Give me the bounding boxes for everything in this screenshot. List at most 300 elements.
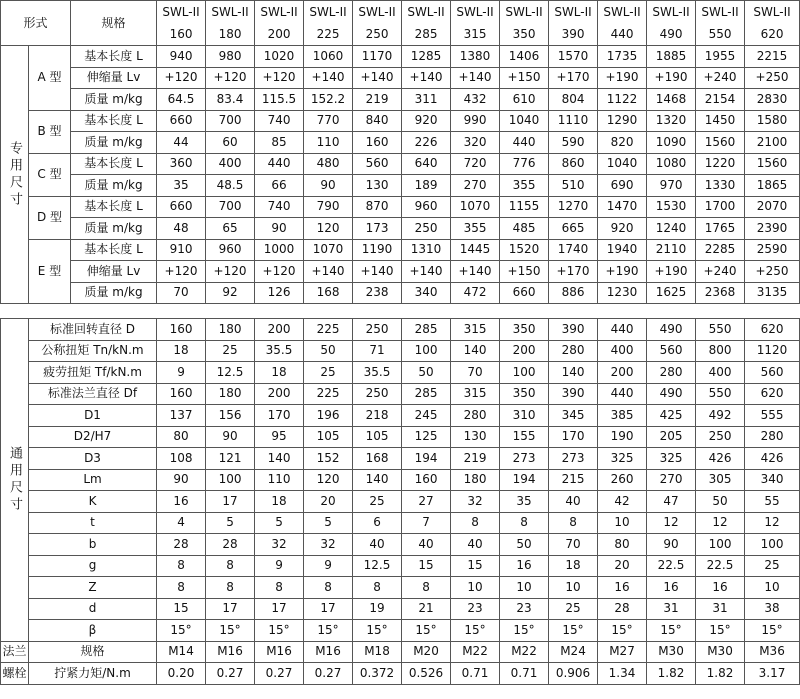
value-cell: 15° — [451, 620, 500, 642]
value-cell: M14 — [157, 641, 206, 663]
value-cell: 25 — [745, 555, 800, 577]
value-cell: 10 — [745, 577, 800, 599]
value-cell: 8 — [500, 512, 549, 534]
value-cell: 1940 — [598, 239, 647, 261]
value-cell: 400 — [696, 362, 745, 384]
value-cell: 250 — [353, 319, 402, 341]
table-row — [1, 512, 800, 534]
value-cell: 690 — [598, 175, 647, 197]
value-cell: 510 — [549, 175, 598, 197]
value-cell: 50 — [304, 340, 353, 362]
value-cell: 1560 — [696, 132, 745, 154]
section-label-general: 通用尺寸 — [1, 319, 29, 642]
column-size: 200 — [267, 27, 291, 41]
bolt-label-bottom: 螺栓 — [1, 663, 29, 685]
value-cell: 1060 — [304, 46, 353, 68]
value-cell: 350 — [500, 383, 549, 405]
value-cell: 80 — [157, 426, 206, 448]
value-cell: 23 — [451, 598, 500, 620]
value-cell: 776 — [500, 153, 549, 175]
value-cell: 285 — [402, 319, 451, 341]
table-row — [1, 405, 800, 427]
column-header — [598, 1, 647, 46]
value-cell: 886 — [549, 282, 598, 304]
column-model: SWL-II — [554, 5, 592, 19]
value-cell: 305 — [696, 469, 745, 491]
value-cell: +120 — [206, 261, 255, 283]
table-row — [1, 469, 800, 491]
value-cell: 15 — [157, 598, 206, 620]
row-label: g — [29, 555, 157, 577]
value-cell: 8 — [402, 577, 451, 599]
value-cell: M16 — [206, 641, 255, 663]
value-cell: 35 — [157, 175, 206, 197]
row-label: D2/H7 — [29, 426, 157, 448]
value-cell: 22.5 — [647, 555, 696, 577]
value-cell: 10 — [598, 512, 647, 534]
value-cell: 215 — [549, 469, 598, 491]
value-cell: 15° — [353, 620, 402, 642]
value-cell: 121 — [206, 448, 255, 470]
table-row — [1, 598, 800, 620]
value-cell: 2830 — [745, 89, 800, 111]
value-cell: 1285 — [402, 46, 451, 68]
value-cell: 1865 — [745, 175, 800, 197]
value-cell: 311 — [402, 89, 451, 111]
column-header — [402, 1, 451, 46]
value-cell: 360 — [157, 153, 206, 175]
type-label: C 型 — [29, 153, 71, 196]
value-cell: 245 — [402, 405, 451, 427]
value-cell: 17 — [304, 598, 353, 620]
value-cell: 40 — [353, 534, 402, 556]
column-model: SWL-II — [162, 5, 200, 19]
column-model: SWL-II — [701, 5, 739, 19]
value-cell: 64.5 — [157, 89, 206, 111]
column-size: 350 — [512, 27, 536, 41]
row-label: 伸缩量 Lv — [71, 261, 157, 283]
column-header — [500, 1, 549, 46]
value-cell: 310 — [500, 405, 549, 427]
column-model: SWL-II — [753, 5, 791, 19]
value-cell: 31 — [696, 598, 745, 620]
column-size: 490 — [659, 27, 683, 41]
value-cell: 1122 — [598, 89, 647, 111]
row-label: β — [29, 620, 157, 642]
column-size: 250 — [365, 27, 389, 41]
value-cell: 350 — [500, 319, 549, 341]
value-cell: 160 — [157, 319, 206, 341]
value-cell: 35.5 — [353, 362, 402, 384]
table-row — [1, 534, 800, 556]
column-model: SWL-II — [456, 5, 494, 19]
value-cell: 285 — [402, 383, 451, 405]
value-cell: 200 — [598, 362, 647, 384]
value-cell: 200 — [255, 383, 304, 405]
value-cell: 28 — [598, 598, 647, 620]
row-label: t — [29, 512, 157, 534]
value-cell: 1625 — [647, 282, 696, 304]
column-size: 160 — [169, 27, 193, 41]
spec-header: 规格 — [71, 1, 157, 46]
value-cell: 8 — [157, 577, 206, 599]
column-size: 225 — [316, 27, 340, 41]
value-cell: 12 — [745, 512, 800, 534]
value-cell: +250 — [745, 261, 800, 283]
row-label: 基本长度 L — [71, 196, 157, 218]
value-cell: +120 — [255, 261, 304, 283]
row-label: 基本长度 L — [71, 46, 157, 68]
value-cell: 940 — [157, 46, 206, 68]
value-cell: 1468 — [647, 89, 696, 111]
value-cell: 219 — [451, 448, 500, 470]
value-cell: M36 — [745, 641, 800, 663]
value-cell: 426 — [745, 448, 800, 470]
value-cell: 8 — [206, 577, 255, 599]
value-cell: 190 — [598, 426, 647, 448]
value-cell: 1240 — [647, 218, 696, 240]
value-cell: 790 — [304, 196, 353, 218]
value-cell: 137 — [157, 405, 206, 427]
value-cell: 860 — [549, 153, 598, 175]
value-cell: 0.71 — [500, 663, 549, 685]
value-cell: +120 — [255, 67, 304, 89]
value-cell: 18 — [549, 555, 598, 577]
value-cell: 238 — [353, 282, 402, 304]
value-cell: 2285 — [696, 239, 745, 261]
value-cell: 15° — [255, 620, 304, 642]
value-cell: 1570 — [549, 46, 598, 68]
value-cell: 8 — [549, 512, 598, 534]
value-cell: 480 — [304, 153, 353, 175]
value-cell: 10 — [500, 577, 549, 599]
value-cell: 610 — [500, 89, 549, 111]
value-cell: 1885 — [647, 46, 696, 68]
value-cell: 108 — [157, 448, 206, 470]
value-cell: 48.5 — [206, 175, 255, 197]
value-cell: +120 — [206, 67, 255, 89]
value-cell: 10 — [451, 577, 500, 599]
value-cell: 120 — [304, 218, 353, 240]
row-label: b — [29, 534, 157, 556]
value-cell: 0.20 — [157, 663, 206, 685]
value-cell: 17 — [206, 598, 255, 620]
value-cell: 40 — [402, 534, 451, 556]
value-cell: 660 — [157, 196, 206, 218]
value-cell: 25 — [304, 362, 353, 384]
value-cell: 70 — [549, 534, 598, 556]
value-cell: 25 — [206, 340, 255, 362]
column-size: 390 — [561, 27, 585, 41]
value-cell: 28 — [206, 534, 255, 556]
value-cell: 820 — [598, 132, 647, 154]
column-model: SWL-II — [260, 5, 298, 19]
row-label: 基本长度 L — [71, 110, 157, 132]
value-cell: 1040 — [500, 110, 549, 132]
value-cell: 960 — [206, 239, 255, 261]
row-label: 疲劳扭矩 Tf/kN.m — [29, 362, 157, 384]
value-cell: 225 — [304, 319, 353, 341]
value-cell: 1120 — [745, 340, 800, 362]
value-cell: 2390 — [745, 218, 800, 240]
value-cell: 490 — [647, 319, 696, 341]
column-model: SWL-II — [652, 5, 690, 19]
value-cell: 9 — [304, 555, 353, 577]
row-label: 伸缩量 Lv — [71, 67, 157, 89]
value-cell: 16 — [696, 577, 745, 599]
value-cell: 990 — [451, 110, 500, 132]
table-row — [1, 218, 800, 240]
type-label: B 型 — [29, 110, 71, 153]
value-cell: 152 — [304, 448, 353, 470]
value-cell: 31 — [647, 598, 696, 620]
value-cell: 1406 — [500, 46, 549, 68]
row-label: 质量 m/kg — [71, 175, 157, 197]
value-cell: 490 — [647, 383, 696, 405]
value-cell: 1445 — [451, 239, 500, 261]
table-row — [1, 555, 800, 577]
value-cell: 27 — [402, 491, 451, 513]
value-cell: 0.27 — [255, 663, 304, 685]
value-cell: 5 — [304, 512, 353, 534]
value-cell: 270 — [647, 469, 696, 491]
value-cell: 1080 — [647, 153, 696, 175]
value-cell: 200 — [255, 319, 304, 341]
value-cell: 110 — [255, 469, 304, 491]
value-cell: 280 — [745, 426, 800, 448]
value-cell: 1070 — [451, 196, 500, 218]
value-cell: 16 — [157, 491, 206, 513]
value-cell: 20 — [304, 491, 353, 513]
value-cell: 50 — [402, 362, 451, 384]
value-cell: 472 — [451, 282, 500, 304]
value-cell: 250 — [696, 426, 745, 448]
value-cell: 12.5 — [353, 555, 402, 577]
value-cell: 1470 — [598, 196, 647, 218]
value-cell: 1220 — [696, 153, 745, 175]
table-row — [1, 175, 800, 197]
value-cell: 280 — [647, 362, 696, 384]
value-cell: 83.4 — [206, 89, 255, 111]
value-cell: 65 — [206, 218, 255, 240]
value-cell: 32 — [304, 534, 353, 556]
value-cell: 440 — [598, 319, 647, 341]
value-cell: +190 — [598, 261, 647, 283]
value-cell: 1020 — [255, 46, 304, 68]
table-row — [1, 46, 800, 68]
value-cell: 560 — [745, 362, 800, 384]
value-cell: 38 — [745, 598, 800, 620]
value-cell: 0.372 — [353, 663, 402, 685]
value-cell: 770 — [304, 110, 353, 132]
value-cell: 640 — [402, 153, 451, 175]
value-cell: 120 — [304, 469, 353, 491]
column-model: SWL-II — [358, 5, 396, 19]
value-cell: 170 — [255, 405, 304, 427]
value-cell: 168 — [304, 282, 353, 304]
value-cell: 620 — [745, 319, 800, 341]
value-cell: +170 — [549, 67, 598, 89]
value-cell: 16 — [598, 577, 647, 599]
value-cell: 90 — [255, 218, 304, 240]
column-size: 285 — [414, 27, 438, 41]
value-cell: 115.5 — [255, 89, 304, 111]
value-cell: 355 — [500, 175, 549, 197]
column-header — [255, 1, 304, 46]
value-cell: +170 — [549, 261, 598, 283]
table-row — [1, 132, 800, 154]
table-row — [1, 340, 800, 362]
value-cell: 226 — [402, 132, 451, 154]
value-cell: +250 — [745, 67, 800, 89]
value-cell: M22 — [451, 641, 500, 663]
column-model: SWL-II — [603, 5, 641, 19]
value-cell: 15° — [647, 620, 696, 642]
value-cell: 1735 — [598, 46, 647, 68]
value-cell: 44 — [157, 132, 206, 154]
value-cell: 8 — [206, 555, 255, 577]
table-row — [1, 261, 800, 283]
type-label: D 型 — [29, 196, 71, 239]
value-cell: 492 — [696, 405, 745, 427]
value-cell: 105 — [304, 426, 353, 448]
value-cell: 1040 — [598, 153, 647, 175]
row-label: 质量 m/kg — [71, 282, 157, 304]
value-cell: 1560 — [745, 153, 800, 175]
value-cell: 665 — [549, 218, 598, 240]
value-cell: 400 — [206, 153, 255, 175]
value-cell: 870 — [353, 196, 402, 218]
value-cell: +120 — [157, 67, 206, 89]
value-cell: 980 — [206, 46, 255, 68]
value-cell: 920 — [598, 218, 647, 240]
column-size: 180 — [218, 27, 242, 41]
value-cell: 18 — [255, 362, 304, 384]
row-label: Lm — [29, 469, 157, 491]
value-cell: 804 — [549, 89, 598, 111]
value-cell: 4 — [157, 512, 206, 534]
value-cell: 1.82 — [647, 663, 696, 685]
value-cell: +190 — [647, 261, 696, 283]
value-cell: +190 — [598, 67, 647, 89]
column-header — [157, 1, 206, 46]
value-cell: 100 — [402, 340, 451, 362]
column-size: 620 — [760, 27, 784, 41]
value-cell: 0.526 — [402, 663, 451, 685]
value-cell: 23 — [500, 598, 549, 620]
value-cell: 130 — [353, 175, 402, 197]
value-cell: 700 — [206, 110, 255, 132]
value-cell: 345 — [549, 405, 598, 427]
value-cell: 126 — [255, 282, 304, 304]
value-cell: 1190 — [353, 239, 402, 261]
value-cell: 70 — [451, 362, 500, 384]
value-cell: 355 — [451, 218, 500, 240]
value-cell: 50 — [500, 534, 549, 556]
value-cell: 1955 — [696, 46, 745, 68]
value-cell: 218 — [353, 405, 402, 427]
value-cell: 840 — [353, 110, 402, 132]
value-cell: 1310 — [402, 239, 451, 261]
value-cell: 18 — [255, 491, 304, 513]
row-label: D3 — [29, 448, 157, 470]
value-cell: 194 — [500, 469, 549, 491]
row-label: 基本长度 L — [71, 239, 157, 261]
value-cell: 55 — [745, 491, 800, 513]
value-cell: 8 — [255, 577, 304, 599]
value-cell: 660 — [157, 110, 206, 132]
value-cell: 90 — [206, 426, 255, 448]
value-cell: 194 — [402, 448, 451, 470]
value-cell: 1110 — [549, 110, 598, 132]
value-cell: 0.906 — [549, 663, 598, 685]
value-cell: 720 — [451, 153, 500, 175]
value-cell: 325 — [598, 448, 647, 470]
value-cell: 17 — [255, 598, 304, 620]
gap-cell — [1, 304, 800, 319]
column-header — [696, 1, 745, 46]
table-row — [1, 663, 800, 685]
column-size: 315 — [463, 27, 487, 41]
value-cell: 140 — [451, 340, 500, 362]
value-cell: 90 — [647, 534, 696, 556]
value-cell: 42 — [598, 491, 647, 513]
value-cell: +150 — [500, 261, 549, 283]
header-row — [1, 1, 800, 46]
value-cell: 260 — [598, 469, 647, 491]
form-header: 形式 — [1, 1, 71, 46]
value-cell: 700 — [206, 196, 255, 218]
value-cell: 32 — [255, 534, 304, 556]
value-cell: 189 — [402, 175, 451, 197]
value-cell: 40 — [451, 534, 500, 556]
row-label: 公称扭矩 Tn/kN.m — [29, 340, 157, 362]
section-label-special: 专用尺寸 — [1, 46, 29, 304]
value-cell: 225 — [304, 383, 353, 405]
value-cell: 15° — [157, 620, 206, 642]
column-header — [304, 1, 353, 46]
value-cell: M16 — [255, 641, 304, 663]
value-cell: 390 — [549, 383, 598, 405]
column-model: SWL-II — [211, 5, 249, 19]
value-cell: 105 — [353, 426, 402, 448]
value-cell: +140 — [304, 67, 353, 89]
value-cell: +240 — [696, 67, 745, 89]
value-cell: 3135 — [745, 282, 800, 304]
value-cell: 320 — [451, 132, 500, 154]
value-cell: 40 — [549, 491, 598, 513]
value-cell: 21 — [402, 598, 451, 620]
value-cell: 1740 — [549, 239, 598, 261]
value-cell: 5 — [255, 512, 304, 534]
table-row — [1, 153, 800, 175]
table-body — [1, 1, 800, 685]
value-cell: 970 — [647, 175, 696, 197]
value-cell: 155 — [500, 426, 549, 448]
value-cell: 1580 — [745, 110, 800, 132]
column-model: SWL-II — [309, 5, 347, 19]
row-label: 标准回转直径 D — [29, 319, 157, 341]
row-label: K — [29, 491, 157, 513]
value-cell: 2110 — [647, 239, 696, 261]
value-cell: 2070 — [745, 196, 800, 218]
value-cell: M18 — [353, 641, 402, 663]
value-cell: 1270 — [549, 196, 598, 218]
value-cell: 440 — [500, 132, 549, 154]
table-row — [1, 282, 800, 304]
value-cell: 35 — [500, 491, 549, 513]
value-cell: 7 — [402, 512, 451, 534]
